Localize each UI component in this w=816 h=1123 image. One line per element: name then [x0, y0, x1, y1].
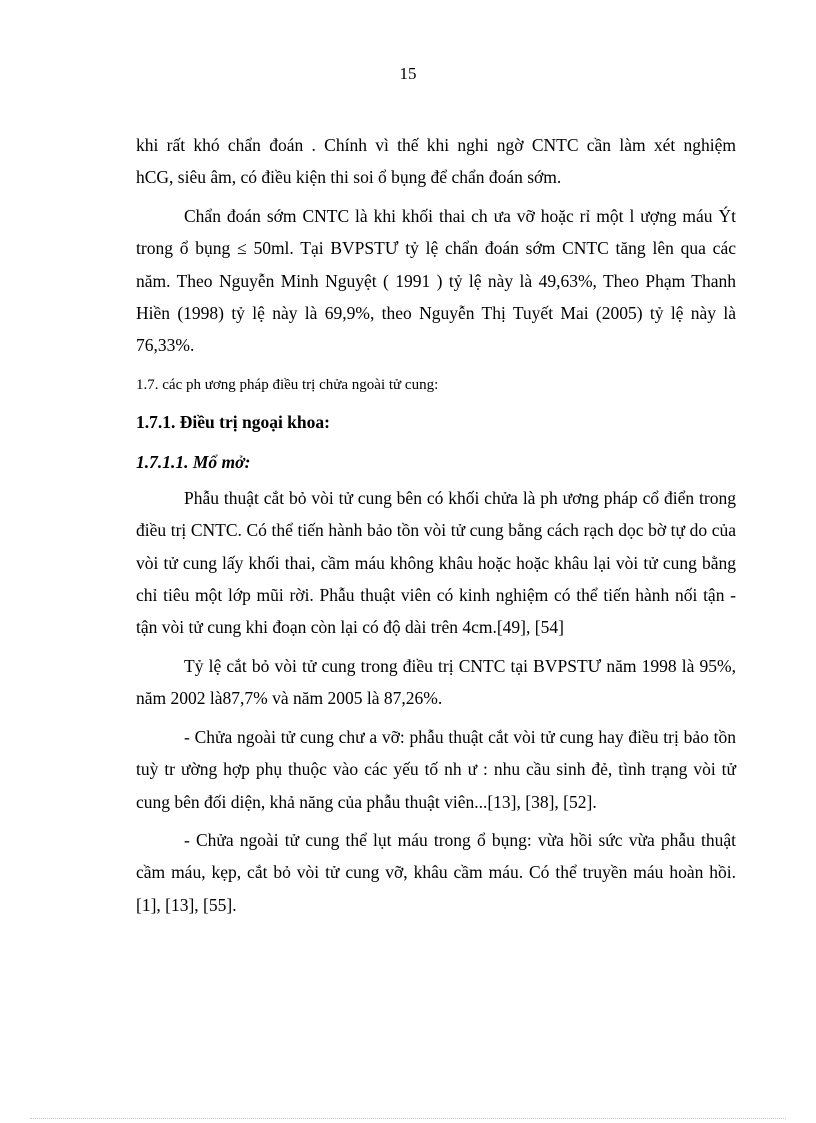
paragraph-unruptured: - Chửa ngoài tử cung chư a vỡ: phẫu thuật cắt vòi tử cung hay điều trị bảo tồn tuỳ tr ường hợp phụ thuộc vào các yếu tố nh ư : nhu cầu sinh đẻ, tình trạng vòi tử cung bên đối diện, khả năng của phẫu thuật viên...[13], [38], [52].: [136, 726, 736, 812]
paragraph-continuation-line-1: khi rất khó chẩn đoán . Chính vì thế khi nghi ngờ CNTC cần làm xét nghiệm: [136, 135, 736, 155]
page-number: 15: [399, 64, 417, 83]
section-heading-1-7-1-1: 1.7.1.1. Mổ mở:: [136, 451, 251, 472]
paragraph-hemorrhage: - Chửa ngoài tử cung thể lụt máu trong ổ bụng: vừa hồi sức vừa phẫu thuật cầm máu, kẹp, cắt bỏ vòi tử cung vỡ, khâu cầm máu. Có thể truyền máu hoàn hồi. [1], [13], [55].: [136, 829, 736, 915]
section-heading-1-7-1: 1.7.1. Điều trị ngoại khoa:: [136, 411, 330, 432]
page-bottom-rule: [30, 1118, 786, 1119]
document-body: [136, 129, 736, 921]
section-heading-1-7: 1.7. các ph ương pháp điều trị chửa ngoài tử cung:: [136, 376, 439, 393]
paragraph-continuation-line-2: hCG, siêu âm, có điều kiện thi soi ổ bụng để chẩn đoán sớm.: [136, 167, 562, 188]
paragraph-early-diagnosis: Chẩn đoán sớm CNTC là khi khối thai ch ưa vỡ hoặc rỉ một l ượng máu Ýt trong ổ bụng ≤ 50ml. Tại BVPSTƯ tỷ lệ chẩn đoán sớm CNTC tăng lên qua các năm. Theo Nguyễn Minh Nguyệt ( 1991 ) tỷ lệ này là 49,63%, Theo Phạm Thanh Hiền (1998) tỷ lệ này là 69,9%, theo Nguyễn Thị Tuyết Mai (2005) tỷ lệ này là 76,33%.: [136, 205, 736, 356]
paragraph-removal-rate: Tỷ lệ cắt bỏ vòi tử cung trong điều trị CNTC tại BVPSTƯ năm 1998 là 95%, năm 2002 là87,7% và năm 2005 là 87,26%.: [136, 655, 736, 709]
paragraph-surgery: Phẫu thuật cắt bỏ vòi tử cung bên có khối chửa là ph ương pháp cổ điển trong điều trị CNTC. Có thể tiến hành bảo tồn vòi tử cung bằng cách rạch dọc bờ tự do của vòi tử cung lấy khối thai, cầm máu không khâu hoặc hoặc khâu lại vòi tử cung bằng chỉ tiêu một lớp mũi rời. Phẫu thuật viên có kinh nghiệm có thể tiến hành nối tận - tận vòi tử cung khi đoạn còn lại có độ dài trên 4cm.[49], [54]: [136, 487, 736, 638]
